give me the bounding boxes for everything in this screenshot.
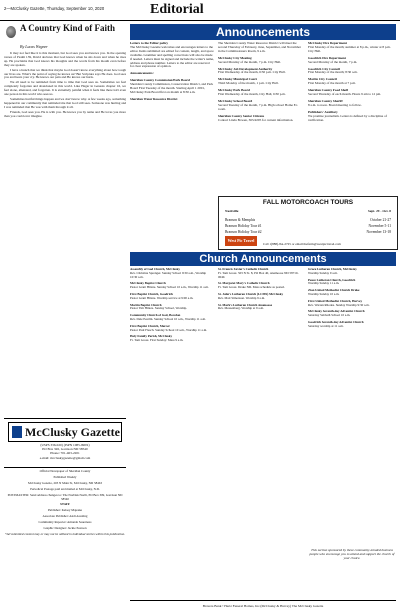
announcement-title: Letters to the Editor policy	[130, 41, 169, 45]
announcement-body: First Monday of the month; summer at 8 p.m., winter at 8 p.m. City Hall.	[308, 44, 391, 53]
church-details: Rev. Warren Rhodes. Sunday Worship 9:30 a.m.	[308, 302, 370, 307]
announcement-body: 8 a.m. to noon. Board meeting to follow.	[308, 102, 362, 107]
church-details: Fr. Tom Grosz. 503 N St. 8, PO Box 40, Anamoose ND 58710-0040.	[218, 270, 299, 279]
columnist-photo	[6, 26, 16, 38]
masthead-line: PO Box 326, Garrison ND 58540	[42, 447, 88, 452]
masthead-line: McClusky Gazette, 203 N Main St, McClusky, ND 58463	[28, 480, 102, 485]
church-name: Community Church of God, Bowdon	[130, 313, 181, 318]
announcement-body: First Monday of the month at 7 p.m.	[308, 81, 356, 86]
column-paragraph: We all need to be reminded from time to time that God sees us. Sometimes we feel completely forgotten and abandoned in this world. Like Hagar in Genesis chapter 16, we feel alone, alienated, and forgotten. It is extremely painful when it feels like there isn't even one person in this world who sees us.	[4, 80, 126, 97]
ad-rows	[225, 217, 391, 235]
church-details: Pastor Grant Hintze. Sunday School 10 a.m., Worship 11 a.m.	[130, 285, 209, 290]
announcements-col-3	[308, 42, 396, 126]
church-details: Saturday Sabbath School 10 a.m.	[308, 313, 351, 318]
staff-line: Publisher: Kelsey Majeske	[47, 508, 83, 513]
ad-title: FALL MOTORCOACH TOURS	[262, 199, 354, 206]
announcement-body: We promise journalism. Letters is defined by a discipline of verification.	[308, 113, 387, 122]
church-name: St. Margaret Mary's Catholic Church	[218, 281, 270, 286]
column-paragraph: I have a hunch that we think that maybe God doesn't know everything about how tough our lives are. What's the point of saying he knows us? But Scripture says He does. God sees you and hears your cry. He knows our pain and He knows our hurts.	[4, 67, 126, 80]
church-details: Rev. Christine Sprenger. Sunday School 9:30 a.m., Worship 10:30 a.m.	[130, 270, 207, 279]
tours-ad	[218, 196, 398, 250]
church-name: St. Mark's Lutheran Church Anamoose	[218, 302, 273, 307]
ad-right-header: Sept. 29 - Oct. 8	[368, 209, 391, 213]
masthead-name: McClusky Gazette	[25, 425, 120, 439]
masthead-line: Official Newspaper of Sheridan County	[39, 469, 91, 473]
church-name: McClusky Baptist Church	[130, 281, 166, 286]
travel-logo: West Pic Travel	[225, 236, 257, 246]
church-name: Assembly of God Church, McClusky	[130, 267, 180, 271]
church-name: First United Methodist Church, Harvey	[308, 298, 363, 303]
announcement-title: Announcements:	[130, 71, 154, 76]
announcement-title: Sheridan County Food Shelf	[308, 88, 349, 93]
announcement-body: Sheridan County Commission, Conservation District, and Park Board First Tuesday of the month. Starting April 1 2001, McClusky Park Board first on month at 8:30 a.m.	[130, 82, 213, 94]
church-details: Saturday worship at 11 a.m.	[308, 323, 344, 328]
masthead-legal	[4, 470, 126, 539]
column-heading	[4, 24, 126, 48]
column-paragraph: It may not feel like it is this moment, but God sees you and knows you. In the opening verses of Psalm 139, David declares that God knows when he sits down and when he rises up. He proclaims that God knows his thoughts and the words from his mouth even before they are spoken.	[4, 51, 126, 67]
church-name: Peace Lutheran Church, Goodrich	[308, 277, 356, 282]
section-title: Editorial	[150, 2, 204, 17]
staff-line: Community Reporter: Amanda Sauerness	[38, 520, 92, 525]
announcement-body: First Wednesday of the month, 6:30 p.m. City Hall.	[218, 70, 286, 75]
announcement-body: The Sheridan County Water Resource District will meet the second Thursday of February, June, September, and November in the Commissioners Room, 9 a.m.	[218, 41, 301, 53]
announcement-title: Publishers' Auxiliary	[308, 109, 338, 114]
column-title: A Country Kind of Faith	[20, 23, 116, 33]
announcement-title: Sheridan County Commission/Park Board	[130, 78, 190, 83]
church-name: Grace Lutheran Church, McClusky	[308, 267, 357, 271]
disclaimer: *All submitted content may or may not be utilized in individual stories within this publication.	[5, 531, 125, 536]
staff-line: Associate Publisher: Andi Arealing	[42, 514, 88, 519]
announcement-body: First Monday of the month; 8:30 a.m.	[308, 70, 358, 75]
postmaster-notice: POSTMASTER: Send address changes to: The NorDak North, PO Box 309, Garrison ND 58540	[7, 492, 123, 501]
announcement-title: McClusky Park Board	[218, 88, 250, 93]
column-body	[4, 52, 126, 120]
church-details: Worship Sunday 11 a.m.	[308, 281, 340, 286]
announcement-body: Third Monday of the month, 1 p.m. City Hall.	[218, 81, 279, 86]
church-details: Worship Sunday 9 a.m.	[308, 270, 338, 275]
ad-date: November 5-11	[368, 224, 391, 228]
announcement-title: McClusky Fire Department	[308, 41, 347, 45]
announcements-col-1	[130, 42, 214, 105]
church-col-2	[218, 268, 304, 314]
announcement-title: McClusky Job Development Authority	[218, 66, 273, 71]
church-details: Pastor Paul Flesch. Sunday School 10 a.m., Worship 11 a.m.	[130, 327, 208, 332]
sponsor-note: This section sponsored by these community-minded business people who encourage you to attend and support the church of your choice.	[309, 548, 395, 560]
announcement-title: Sheridan County Sheriff	[308, 98, 343, 103]
announcement-body: First Wednesday of the month, City Hall, 6:30 p.m.	[218, 92, 286, 97]
church-details: Rev. Dale Pearlm. Sunday School 10 a.m., Worship 11 a.m.	[130, 316, 206, 321]
announcements-col-2	[218, 42, 304, 126]
column-byline: By Lucas Wegner	[20, 44, 48, 49]
announcement-title: McClusky City Meeting	[218, 55, 252, 60]
gazette-logo-icon	[12, 426, 22, 438]
announcement-body: The McClusky Gazette welcomes and encourages letters to the editor. Items submitted are edited for content, length, and space available. Grammar and spelling corrections will also be made if needed. Letters must be signed and include the writer's name, address and phone number. Letters to the editor are reserved for clear expression of opinion.	[130, 44, 214, 69]
church-details: Rev. Messenberg. Worship at 9 a.m.	[218, 306, 264, 311]
header-rule	[0, 20, 400, 21]
masthead-logo	[8, 422, 122, 442]
column-paragraph: Sometimes hurtful things happen and we don't know why. A few weeks ago, something happened in our community that reminded me that God still sees. Someone was hurting and I was reminded that He was with them through it all.	[4, 96, 126, 109]
church-banner: Church Announcements	[130, 252, 396, 266]
announcement-title: Sheridan Water Resource District	[130, 96, 178, 101]
masthead-line: Published Weekly	[53, 474, 77, 479]
announcement-body: Second Monday of the month, 7 p.m. City Hall.	[218, 59, 282, 64]
church-name: St. Francis Xavier's Catholic Church	[218, 267, 269, 271]
church-col-1	[130, 268, 214, 346]
announcement-body: Second Monday of the month, 7 p.m.	[308, 59, 358, 64]
ad-destination: Branson & Memphis	[225, 218, 256, 222]
announcement-body: Second Tuesday of the month, 7 p.m. High school Home Ec. room.	[218, 102, 299, 111]
ad-row	[225, 229, 391, 235]
column-paragraph: Friends, God sees you. He is with you. He knows you by name and He loves you more than you could ever imagine.	[4, 109, 126, 118]
ad-contact: Call 1(888)-8A-2725 or email thefarm@westpictravel.com	[263, 242, 341, 246]
church-name: Zion United Methodist Church Drake	[308, 288, 360, 293]
page-header	[0, 0, 400, 22]
announcements-banner: Announcements	[130, 24, 396, 40]
church-name: Goodrich Seventh-day Adventist Church	[308, 319, 364, 324]
church-details: Pastor Tim Hintze. Sunday School, Worship.	[130, 306, 188, 311]
announcement-title: McClusky School Board	[218, 98, 253, 103]
staff-title: STAFF	[60, 502, 70, 507]
masthead	[4, 418, 126, 468]
church-name: First Baptist Church, Mercer	[130, 323, 170, 328]
church-name: Holy Family Parish, McClusky	[130, 334, 173, 339]
church-details: Rev. Matt Simonson. Worship 9 a.m.	[218, 295, 266, 300]
announcement-body: Contact Linda Bowen, 363-9205 for current information.	[218, 117, 294, 122]
announcement-title: Sheridan County Senior Citizens	[218, 113, 265, 118]
ad-date: October 21-27	[370, 218, 391, 222]
ad-destination: Branson Holiday Tour #1	[225, 224, 262, 228]
announcement-title: Goodrich Fire Department	[308, 55, 346, 60]
masthead-info	[8, 443, 122, 460]
announcement-body: Second Thursday of each month. Hours 9 am to 12 pm.	[308, 92, 382, 97]
church-details: Pastor Grant Hintze. Worship service at 9:00 a.m.	[130, 295, 194, 300]
sponsor-line: Bravera Bank • Hertz Funeral Homes, Inc.(McClusky & Harvey) The McClusky Gazette	[130, 600, 396, 611]
ad-date: November 13-18	[366, 230, 391, 234]
announcement-title: Goodrich City Council	[308, 66, 341, 71]
page-line: 2—McClusky Gazette, Thursday, September 10, 2020	[4, 6, 105, 11]
masthead-line: Phone: 701-463-2201	[50, 451, 80, 456]
ad-destination: Branson Holiday Tour #2	[225, 230, 262, 234]
announcement-title: Martin City Council	[308, 77, 337, 82]
masthead-line: e-mail: mccluskygazette@gmail.com	[39, 455, 91, 460]
church-details: Fr. Tom Grosz. First Sunday: Mass 9 a.m.	[130, 338, 184, 343]
masthead-line: (USPS 336-020) (ISPN 1085-990X)	[40, 443, 90, 447]
church-details: Worship Sunday 10 a.m.	[308, 291, 340, 296]
masthead-line: Periodical Postage paid and mailed at McClusky, N.D.	[30, 486, 100, 491]
announcement-title: McClusky Municipal Court	[218, 77, 258, 82]
staff-line: Graphic Designer: Jackie Pearson	[43, 526, 87, 531]
church-name: First Baptist Church, Goodrich	[130, 291, 173, 296]
church-details: Fr. Tom Grosz. Drake ND. Mass schedule as posted.	[218, 285, 285, 290]
church-name: St. John's Lutheran Church (LCMS) McClusky	[218, 291, 284, 296]
church-name: McClusky Seventh-day Adventist Church	[308, 309, 365, 314]
church-name: Martin Baptist Church	[130, 302, 162, 307]
church-col-3	[308, 268, 396, 332]
ad-left-header: Nashville	[225, 209, 239, 213]
